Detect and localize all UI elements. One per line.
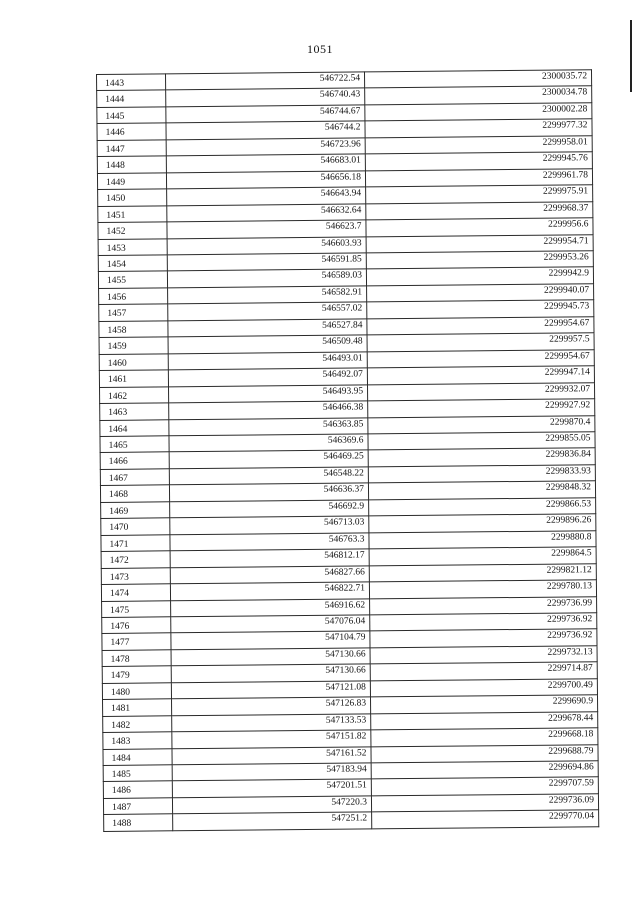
point-number-cell [97,107,166,124]
y-coordinate-cell [370,646,597,665]
point-number-cell [98,222,167,239]
x-coordinate-cell-text: 547130.66 [325,649,366,660]
y-coordinate-cell [368,448,595,467]
point-number-cell [103,715,172,732]
point-number-cell-text: 1477 [110,638,130,649]
point-number-cell-text: 1455 [106,276,127,287]
point-number-cell [100,452,169,469]
x-coordinate-cell [167,220,366,238]
y-coordinate-cell-text: 2299896.26 [546,515,592,526]
x-coordinate-cell-text: 546916.62 [324,599,366,611]
y-coordinate-cell-text: 2299694.86 [548,762,594,773]
point-number-cell-text: 1453 [106,243,126,254]
point-number-cell [103,798,172,815]
x-coordinate-cell [173,812,372,830]
y-coordinate-cell-text: 2299707.59 [548,778,594,790]
x-coordinate-cell [169,434,368,452]
x-coordinate-cell [170,533,369,551]
point-number-cell [102,650,171,667]
y-coordinate-cell-text: 2299975.91 [542,186,589,197]
y-coordinate-cell-text: 2299736.92 [547,630,593,642]
x-coordinate-cell-text: 546683.01 [320,155,361,167]
x-coordinate-cell-text: 546623.7 [325,221,362,232]
x-coordinate-cell-text: 546744.67 [319,106,361,117]
x-coordinate-cell [172,730,371,748]
point-number-cell-text: 1474 [109,588,130,599]
page-edge-mark [630,20,632,92]
y-coordinate-cell-text: 2299977.32 [542,120,588,132]
point-number-cell [99,288,168,305]
point-number-cell-text: 1448 [105,160,125,172]
point-number-cell-text: 1444 [105,95,125,106]
x-coordinate-cell-text: 546591.85 [321,254,362,265]
y-coordinate-cell [368,481,595,500]
x-coordinate-cell [170,500,369,518]
y-coordinate-cell [370,613,597,632]
x-coordinate-cell [168,319,367,337]
y-coordinate-cell [371,744,598,763]
x-coordinate-cell-text: 546643.94 [320,188,362,200]
x-coordinate-cell-text: 546763.3 [328,534,365,545]
x-coordinate-cell-text: 546723.96 [320,139,361,150]
point-number-cell-text: 1486 [111,786,131,797]
x-coordinate-cell [166,138,365,156]
point-number-cell-text: 1473 [109,572,129,583]
point-number-cell-text: 1445 [105,111,125,122]
y-coordinate-cell-text: 2299736.92 [547,614,593,625]
x-coordinate-cell-text: 547161.52 [326,748,367,759]
x-coordinate-cell [166,121,365,139]
point-number-cell [103,732,172,749]
point-number-cell-text: 1461 [107,374,127,386]
point-number-cell [99,354,168,371]
x-coordinate-cell [172,796,371,814]
y-coordinate-cell-text: 2300035.72 [541,71,588,82]
x-coordinate-cell [168,302,367,320]
y-coordinate-cell-text: 2299833.93 [545,466,591,477]
x-coordinate-cell-text: 546369.6 [327,435,364,446]
x-coordinate-cell-text: 546589.03 [321,270,362,282]
point-number-cell-text: 1470 [109,522,129,534]
x-coordinate-cell-text: 546812.17 [324,550,365,561]
x-coordinate-cell-text: 546603.93 [321,237,362,249]
point-number-cell-text: 1488 [112,819,132,830]
page-number: 1051 [307,42,333,56]
y-coordinate-cell-text: 2299848.32 [545,482,592,494]
y-coordinate-cell [366,267,593,286]
point-number-cell-text: 1446 [105,128,125,139]
y-coordinate-cell-text: 2299958.01 [542,137,588,148]
x-coordinate-cell-text: 547201.51 [326,780,367,792]
x-coordinate-cell-text: 547121.08 [325,682,366,693]
point-number-cell-text: 1466 [108,457,128,468]
y-coordinate-cell-text: 2299880.8 [551,531,592,543]
point-number-cell [101,584,170,601]
y-coordinate-cell-text: 2299956.6 [548,219,589,230]
y-coordinate-cell [370,662,597,681]
y-coordinate-cell-text: 2299945.73 [544,301,590,313]
point-number-cell [102,633,171,650]
y-coordinate-cell [367,284,594,303]
y-coordinate-cell [371,728,598,747]
point-number-cell-text: 1483 [111,736,131,748]
y-coordinate-cell [370,695,597,714]
point-number-cell-text: 1457 [107,309,127,320]
x-coordinate-cell [172,746,371,764]
y-coordinate-cell-text: 2299836.84 [545,449,591,461]
point-number-cell-text: 1468 [108,490,129,501]
y-coordinate-cell [366,201,593,220]
x-coordinate-cell [169,450,368,468]
point-number-cell [99,321,168,338]
x-coordinate-cell [166,171,365,189]
point-number-cell-text: 1456 [107,292,127,303]
y-coordinate-cell-text: 2299864.5 [551,548,592,559]
x-coordinate-cell [171,681,370,699]
x-coordinate-cell [169,483,368,501]
x-coordinate-cell-text: 546509.48 [322,336,363,348]
x-coordinate-cell [172,714,371,732]
y-coordinate-cell [370,678,597,697]
y-coordinate-cell-text: 2299714.87 [547,663,593,675]
point-number-cell [97,173,166,190]
point-number-cell-text: 1460 [107,358,127,369]
x-coordinate-cell-text: 547104.79 [325,632,366,644]
x-coordinate-cell-text: 547151.82 [325,731,367,742]
y-coordinate-cell [365,168,592,187]
y-coordinate-cell [365,103,592,122]
y-coordinate-cell [365,152,592,171]
y-coordinate-cell-text: 2299770.04 [548,811,595,823]
x-coordinate-cell-text: 547251.2 [331,813,368,825]
y-coordinate-cell [368,415,595,434]
point-number-cell [104,814,173,831]
y-coordinate-cell [368,399,595,418]
x-coordinate-cell-text: 546363.85 [322,418,364,430]
y-coordinate-cell-text: 2299953.26 [543,252,589,263]
x-coordinate-cell [170,516,369,534]
y-coordinate-cell-text: 2299688.79 [548,745,594,757]
point-number-cell-text: 1487 [111,802,132,813]
x-coordinate-cell [167,253,366,271]
point-number-cell-text: 1463 [108,407,128,418]
x-coordinate-cell [168,352,367,370]
point-number-cell [97,90,166,107]
point-number-cell [97,74,166,91]
y-coordinate-cell-text: 2299961.78 [542,170,589,181]
point-number-cell [101,518,170,535]
point-number-cell [102,617,171,634]
y-coordinate-cell-text: 2299821.12 [546,564,592,576]
point-number-cell [100,436,169,453]
point-number-cell [101,534,170,551]
x-coordinate-cell [166,154,365,172]
x-coordinate-cell [172,697,371,715]
y-coordinate-cell-text: 2299968.37 [543,202,589,214]
point-number-cell [98,205,167,222]
y-coordinate-cell [366,185,593,204]
x-coordinate-cell [169,385,368,403]
x-coordinate-cell-text: 547220.3 [331,797,368,808]
point-number-cell-text: 1467 [108,473,128,484]
x-coordinate-cell [170,582,369,600]
point-number-cell [101,502,170,519]
point-number-cell [100,469,169,486]
x-coordinate-cell-text: 546527.84 [322,320,363,331]
y-coordinate-cell-text: 2299954.67 [544,318,590,329]
y-coordinate-cell-text: 2299866.53 [545,499,592,510]
x-coordinate-cell-text: 546713.03 [323,517,365,529]
y-coordinate-cell-text: 2299957.5 [549,334,590,345]
x-coordinate-cell [168,368,367,386]
point-number-cell-text: 1447 [105,144,125,155]
x-coordinate-cell-text: 546493.95 [322,386,364,397]
point-number-cell-text: 1471 [109,539,129,550]
point-number-cell [101,551,170,568]
point-number-cell [103,748,172,765]
y-coordinate-cell-text: 2299855.05 [545,433,591,444]
point-number-cell-text: 1485 [111,769,131,780]
y-coordinate-cell [370,596,597,615]
point-number-cell [99,304,168,321]
x-coordinate-cell [167,204,366,222]
y-coordinate-cell-text: 2300002.28 [542,104,588,115]
x-coordinate-cell-text: 546548.22 [323,468,364,479]
y-coordinate-cell [367,349,594,368]
x-coordinate-cell-text: 546744.2 [324,122,361,134]
point-number-cell-text: 1464 [108,424,128,435]
y-coordinate-cell-text: 2299947.14 [544,367,590,378]
y-coordinate-cell [369,530,596,549]
y-coordinate-cell [371,777,598,796]
coordinate-table-body [97,70,599,832]
y-coordinate-cell-text: 2299954.67 [544,350,590,362]
x-coordinate-cell-text: 546722.54 [319,73,361,84]
point-number-cell-text: 1443 [105,78,125,89]
y-coordinate-cell-text: 2299690.9 [552,696,594,707]
x-coordinate-cell [169,467,368,485]
point-number-cell-text: 1450 [106,193,126,205]
x-coordinate-cell-text: 547183.94 [326,764,367,775]
x-coordinate-cell [169,401,368,419]
x-coordinate-cell [171,648,370,666]
x-coordinate-cell-text: 546493.01 [322,353,363,364]
x-coordinate-cell [168,335,367,353]
y-coordinate-cell-text: 2299700.49 [547,680,593,691]
y-coordinate-cell [371,794,598,813]
point-number-cell-text: 1476 [110,621,130,632]
y-coordinate-cell-text: 2299736.99 [546,597,593,609]
x-coordinate-cell-text: 546632.64 [320,205,362,216]
y-coordinate-cell [368,465,595,484]
y-coordinate-cell [366,218,593,237]
point-number-cell [103,781,172,798]
point-number-cell [101,567,170,584]
y-coordinate-cell-text: 2299780.13 [546,581,592,592]
x-coordinate-cell-text: 546582.91 [321,287,363,298]
x-coordinate-cell [168,286,367,304]
x-coordinate-cell [171,615,370,633]
point-number-cell [100,403,169,420]
y-coordinate-cell [369,563,596,582]
x-coordinate-cell [166,88,365,106]
y-coordinate-cell [371,761,598,780]
point-number-cell [98,255,167,272]
y-coordinate-cell [365,136,592,155]
y-coordinate-cell-text: 2299940.07 [543,285,590,296]
point-number-cell-text: 1478 [110,654,130,665]
x-coordinate-cell [167,187,366,205]
point-number-cell [103,765,172,782]
y-coordinate-cell [369,547,596,566]
x-coordinate-cell [166,72,365,90]
y-coordinate-cell [365,119,592,138]
point-number-cell-text: 1479 [110,671,130,682]
x-coordinate-cell [171,664,370,682]
x-coordinate-cell [167,269,366,287]
y-coordinate-cell [365,86,592,105]
y-coordinate-cell-text: 2299678.44 [548,712,594,724]
table-row [104,810,599,831]
y-coordinate-cell [368,432,595,451]
y-coordinate-cell-text: 2299736.09 [548,795,595,806]
y-coordinate-cell [367,300,594,319]
y-coordinate-cell [371,711,598,730]
x-coordinate-cell-text: 547076.04 [324,616,366,627]
point-number-cell [103,699,172,716]
x-coordinate-cell [172,779,371,797]
point-number-cell [99,337,168,354]
x-coordinate-cell [170,549,369,567]
point-number-cell [98,238,167,255]
point-number-cell [102,666,171,683]
point-number-cell-text: 1469 [109,506,129,517]
x-coordinate-cell [171,631,370,649]
y-coordinate-cell [366,251,593,270]
y-coordinate-cell [372,810,599,829]
y-coordinate-cell-text: 2300034.78 [542,87,588,99]
point-number-cell-text: 1451 [106,210,126,221]
x-coordinate-cell-text: 546822.71 [324,583,365,594]
point-number-cell-text: 1452 [106,226,126,237]
y-coordinate-cell-text: 2299732.13 [547,647,593,658]
point-number-cell-text: 1482 [111,720,131,731]
point-number-cell [97,140,166,157]
x-coordinate-cell-text: 546492.07 [322,369,363,380]
y-coordinate-cell [369,580,596,599]
point-number-cell [97,123,166,140]
x-coordinate-cell [172,763,371,781]
y-coordinate-cell [367,366,594,385]
point-number-cell-text: 1462 [108,391,128,402]
x-coordinate-cell-text: 547133.53 [325,715,367,726]
y-coordinate-cell-text: 2299932.07 [544,383,591,395]
point-number-cell-text: 1481 [111,703,131,715]
coordinate-table [96,69,599,832]
point-number-cell [102,600,171,617]
point-number-cell [98,271,167,288]
x-coordinate-cell-text: 546466.38 [322,402,364,413]
y-coordinate-cell [370,629,597,648]
x-coordinate-cell-text: 546827.66 [324,567,365,578]
x-coordinate-cell-text: 546557.02 [321,303,363,315]
x-coordinate-cell-text: 547130.66 [325,665,366,677]
point-number-cell-text: 1454 [106,259,126,270]
y-coordinate-cell-text: 2299945.76 [542,153,588,164]
point-number-cell [97,156,166,173]
y-coordinate-cell [367,382,594,401]
point-number-cell-text: 1465 [108,440,128,451]
point-number-cell-text: 1480 [110,687,130,698]
y-coordinate-cell [364,70,591,89]
point-number-cell-text: 1484 [111,753,131,764]
x-coordinate-cell-text: 547126.83 [325,698,367,710]
y-coordinate-cell-text: 2299870.4 [549,416,591,428]
point-number-cell-text: 1475 [110,605,130,616]
x-coordinate-cell-text: 546740.43 [319,89,361,101]
point-number-cell [99,370,168,387]
y-coordinate-cell [367,317,594,336]
x-coordinate-cell [171,598,370,616]
point-number-cell [100,485,169,502]
x-coordinate-cell [169,417,368,435]
x-coordinate-cell-text: 546469.25 [323,451,364,463]
y-coordinate-cell [369,498,596,517]
point-number-cell-text: 1458 [107,325,127,336]
point-number-cell [98,189,167,206]
point-number-cell-text: 1459 [107,341,127,353]
y-coordinate-cell [366,234,593,253]
x-coordinate-cell [166,105,365,123]
x-coordinate-cell-text: 546656.18 [320,172,362,183]
x-coordinate-cell [167,236,366,254]
point-number-cell [100,419,169,436]
y-coordinate-cell-text: 2299942.9 [548,268,589,280]
x-coordinate-cell [170,565,369,583]
point-number-cell [100,386,169,403]
point-number-cell-text: 1449 [105,177,126,188]
y-coordinate-cell [367,333,594,352]
x-coordinate-cell-text: 546692.9 [328,501,365,512]
x-coordinate-cell-text: 546636.37 [323,484,365,496]
point-number-cell-text: 1472 [109,555,129,567]
point-number-cell [102,683,171,700]
coordinate-table-container [96,69,595,831]
y-coordinate-cell-text: 2299927.92 [545,400,591,411]
y-coordinate-cell-text: 2299668.18 [548,729,594,740]
y-coordinate-cell [369,514,596,533]
y-coordinate-cell-text: 2299954.71 [543,235,589,247]
